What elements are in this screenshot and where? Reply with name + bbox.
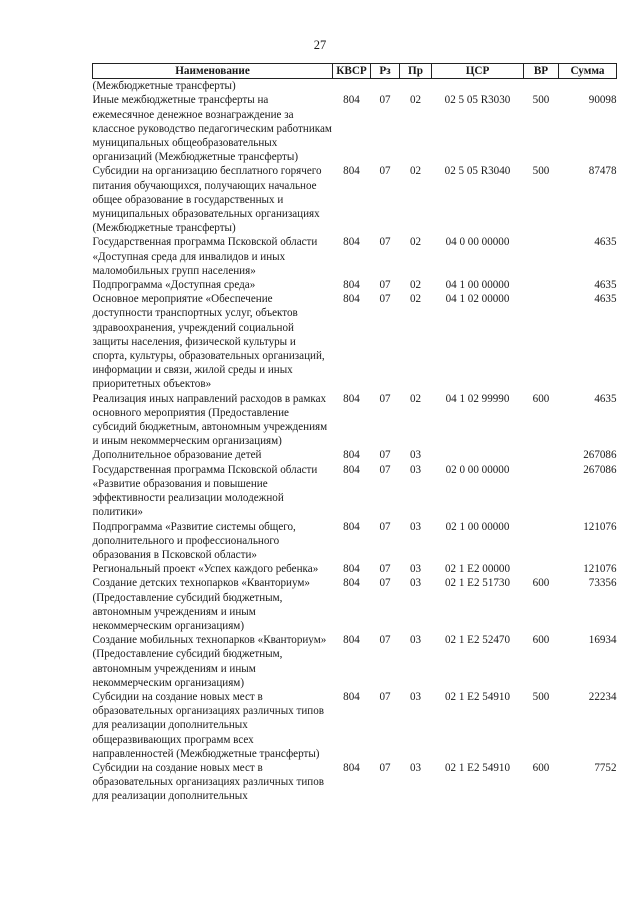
row-kvsr: 804	[343, 690, 360, 703]
row-rz: 07	[379, 392, 391, 405]
row-sum: 121076	[583, 520, 617, 533]
table-row	[93, 633, 617, 690]
row-csr: 02 1 E2 00000	[444, 563, 511, 576]
continuation-row	[93, 79, 617, 94]
row-rz: 07	[379, 236, 391, 249]
header-vr: ВР	[524, 64, 559, 79]
row-pr: 02	[409, 236, 422, 249]
row-vr: 600	[532, 634, 550, 647]
row-vr: 500	[532, 165, 550, 178]
row-pr: 03	[409, 563, 422, 576]
row-csr: 02 5 05 R3040	[444, 165, 511, 178]
row-csr: 02 1 E2 52470	[444, 634, 511, 647]
row-kvsr: 804	[343, 293, 360, 306]
row-sum: 16934	[588, 634, 617, 647]
row-vr: 600	[532, 577, 550, 590]
row-rz: 07	[379, 690, 391, 703]
row-vr: 500	[532, 94, 550, 107]
row-csr: 02 5 05 R3030	[444, 94, 511, 107]
row-kvsr: 804	[343, 761, 360, 774]
page-number: 27	[313, 38, 327, 52]
row-kvsr: 804	[343, 165, 360, 178]
row-vr	[524, 520, 559, 563]
row-kvsr: 804	[343, 520, 360, 533]
row-kvsr: 804	[343, 463, 360, 476]
row-kvsr: 804	[343, 94, 360, 107]
row-pr: 02	[409, 293, 422, 306]
row-csr: 04 1 02 00000	[445, 293, 510, 306]
table-row	[93, 463, 617, 520]
row-rz: 07	[379, 563, 391, 576]
table-row	[93, 520, 617, 563]
row-rz: 07	[379, 761, 391, 774]
row-name: Реализация иных направлений расходов в рамках основного мероприятия (Предоставление субсидий бюджетным, автономным учреждениям и иным некоммерческим организациям)	[92, 392, 328, 448]
row-pr: 03	[409, 690, 422, 703]
row-pr: 02	[409, 94, 422, 107]
row-csr: 02 1 E2 54910	[444, 761, 511, 774]
table-row	[93, 392, 617, 449]
row-pr: 02	[409, 392, 422, 405]
row-csr: 02 1 00 00000	[445, 520, 510, 533]
row-name: Региональный проект «Успех каждого ребенка»	[92, 563, 319, 576]
row-name: Подпрограмма «Доступная среда»	[92, 279, 256, 292]
row-vr	[524, 278, 559, 292]
row-kvsr: 804	[343, 236, 360, 249]
table-row	[93, 761, 617, 804]
row-vr	[524, 448, 559, 462]
row-csr: 04 1 02 99990	[445, 392, 510, 405]
table-row	[93, 448, 617, 462]
table-row	[93, 292, 617, 391]
header-sum: Сумма	[559, 64, 617, 79]
row-sum: 267086	[583, 463, 617, 476]
row-csr	[432, 448, 524, 462]
row-rz: 07	[379, 463, 391, 476]
table-row	[93, 690, 617, 761]
row-pr: 03	[409, 761, 422, 774]
continuation-text: (Межбюджетные трансферты)	[92, 80, 236, 93]
row-rz: 07	[379, 577, 391, 590]
row-pr: 03	[409, 463, 422, 476]
row-kvsr: 804	[343, 563, 360, 576]
row-kvsr: 804	[343, 634, 360, 647]
row-sum: 87478	[588, 165, 617, 178]
table-row	[93, 235, 617, 278]
row-name: Создание мобильных технопарков «Кванториум» (Предоставление субсидий бюджетным, автономным учреждениям и иным некоммерческим организациям)	[92, 634, 327, 689]
row-name: Субсидии на создание новых мест в образовательных организациях различных типов для реализации дополнительных	[92, 761, 325, 803]
row-vr	[524, 562, 559, 576]
header-rz: Рз	[371, 64, 400, 79]
row-sum: 7752	[594, 761, 617, 774]
row-rz: 07	[379, 165, 391, 178]
row-rz: 07	[379, 94, 391, 107]
row-csr: 02 0 00 00000	[445, 463, 510, 476]
row-csr: 02 1 E2 51730	[444, 577, 511, 590]
table-row	[93, 576, 617, 633]
header-pr: Пр	[400, 64, 432, 79]
row-name: Субсидии на создание новых мест в образовательных организациях различных типов для реализации дополнительных общеразвивающих программ всех направленностей (Межбюджетные трансферты)	[92, 690, 325, 760]
row-kvsr: 804	[343, 449, 360, 462]
row-vr	[524, 463, 559, 520]
row-csr: 04 1 00 00000	[445, 279, 510, 292]
row-name: Дополнительное образование детей	[92, 449, 262, 462]
header-csr: ЦСР	[432, 64, 524, 79]
row-name: Государственная программа Псковской области «Доступная среда для инвалидов и иных маломобильных групп населения»	[92, 236, 318, 277]
row-rz: 07	[379, 449, 391, 462]
row-sum: 22234	[588, 690, 617, 703]
row-vr: 500	[532, 690, 550, 703]
row-pr: 03	[409, 634, 422, 647]
budget-table	[92, 63, 617, 804]
table-header-row	[93, 64, 617, 79]
row-vr: 600	[532, 761, 550, 774]
table-row	[93, 164, 617, 235]
row-name: Подпрограмма «Развитие системы общего, дополнительного и профессионального образования в Псковской области»	[92, 520, 296, 561]
row-name: Государственная программа Псковской области «Развитие образования и повышение эффективности реализации молодежной политики»	[92, 463, 318, 519]
row-sum: 121076	[583, 563, 617, 576]
row-rz: 07	[379, 279, 391, 292]
row-rz: 07	[379, 634, 391, 647]
row-name: Субсидии на организацию бесплатного горячего питания обучающихся, получающих начальное общее образование в государственных и муниципальных образовательных организациях (Межбюджетные трансферты)	[92, 165, 322, 235]
row-sum: 4635	[594, 293, 617, 306]
row-kvsr: 804	[343, 577, 360, 590]
row-sum: 90098	[588, 94, 617, 107]
table-row	[93, 562, 617, 576]
row-sum: 267086	[583, 449, 617, 462]
row-sum: 4635	[594, 279, 617, 292]
row-pr: 02	[409, 279, 422, 292]
row-pr: 02	[409, 165, 422, 178]
row-kvsr: 804	[343, 279, 360, 292]
row-pr: 03	[409, 577, 422, 590]
table-row	[93, 93, 617, 164]
row-sum: 4635	[594, 392, 617, 405]
row-vr	[524, 292, 559, 391]
row-csr: 04 0 00 00000	[445, 236, 510, 249]
row-rz: 07	[379, 520, 391, 533]
row-pr: 03	[409, 520, 422, 533]
row-pr: 03	[409, 449, 422, 462]
row-vr	[524, 235, 559, 278]
row-name: Основное мероприятие «Обеспечение доступности транспортных услуг, объектов здравоохранения, учреждений социальной защиты населения, физической культуры и спорта, культуры, образовательных организаций, информации и связи, жилой среды и иных приоритетных объектов»	[92, 293, 325, 391]
row-rz: 07	[379, 293, 391, 306]
row-vr: 600	[532, 392, 550, 405]
row-sum: 73356	[588, 577, 617, 590]
row-sum: 4635	[594, 236, 617, 249]
header-kvsr: КВСР	[333, 64, 371, 79]
header-name: Наименование	[93, 64, 333, 79]
row-name: Иные межбюджетные трансферты на ежемесячное денежное вознаграждение за классное руководство педагогическим работникам муниципальных общеобразовательных организаций (Межбюджетные трансферты)	[92, 94, 332, 164]
row-kvsr: 804	[343, 392, 360, 405]
row-name: Создание детских технопарков «Кванториум» (Предоставление субсидий бюджетным, автономным учреждениям и иным некоммерческим организациям)	[92, 577, 310, 632]
row-csr: 02 1 E2 54910	[444, 690, 511, 703]
table-row	[93, 278, 617, 292]
